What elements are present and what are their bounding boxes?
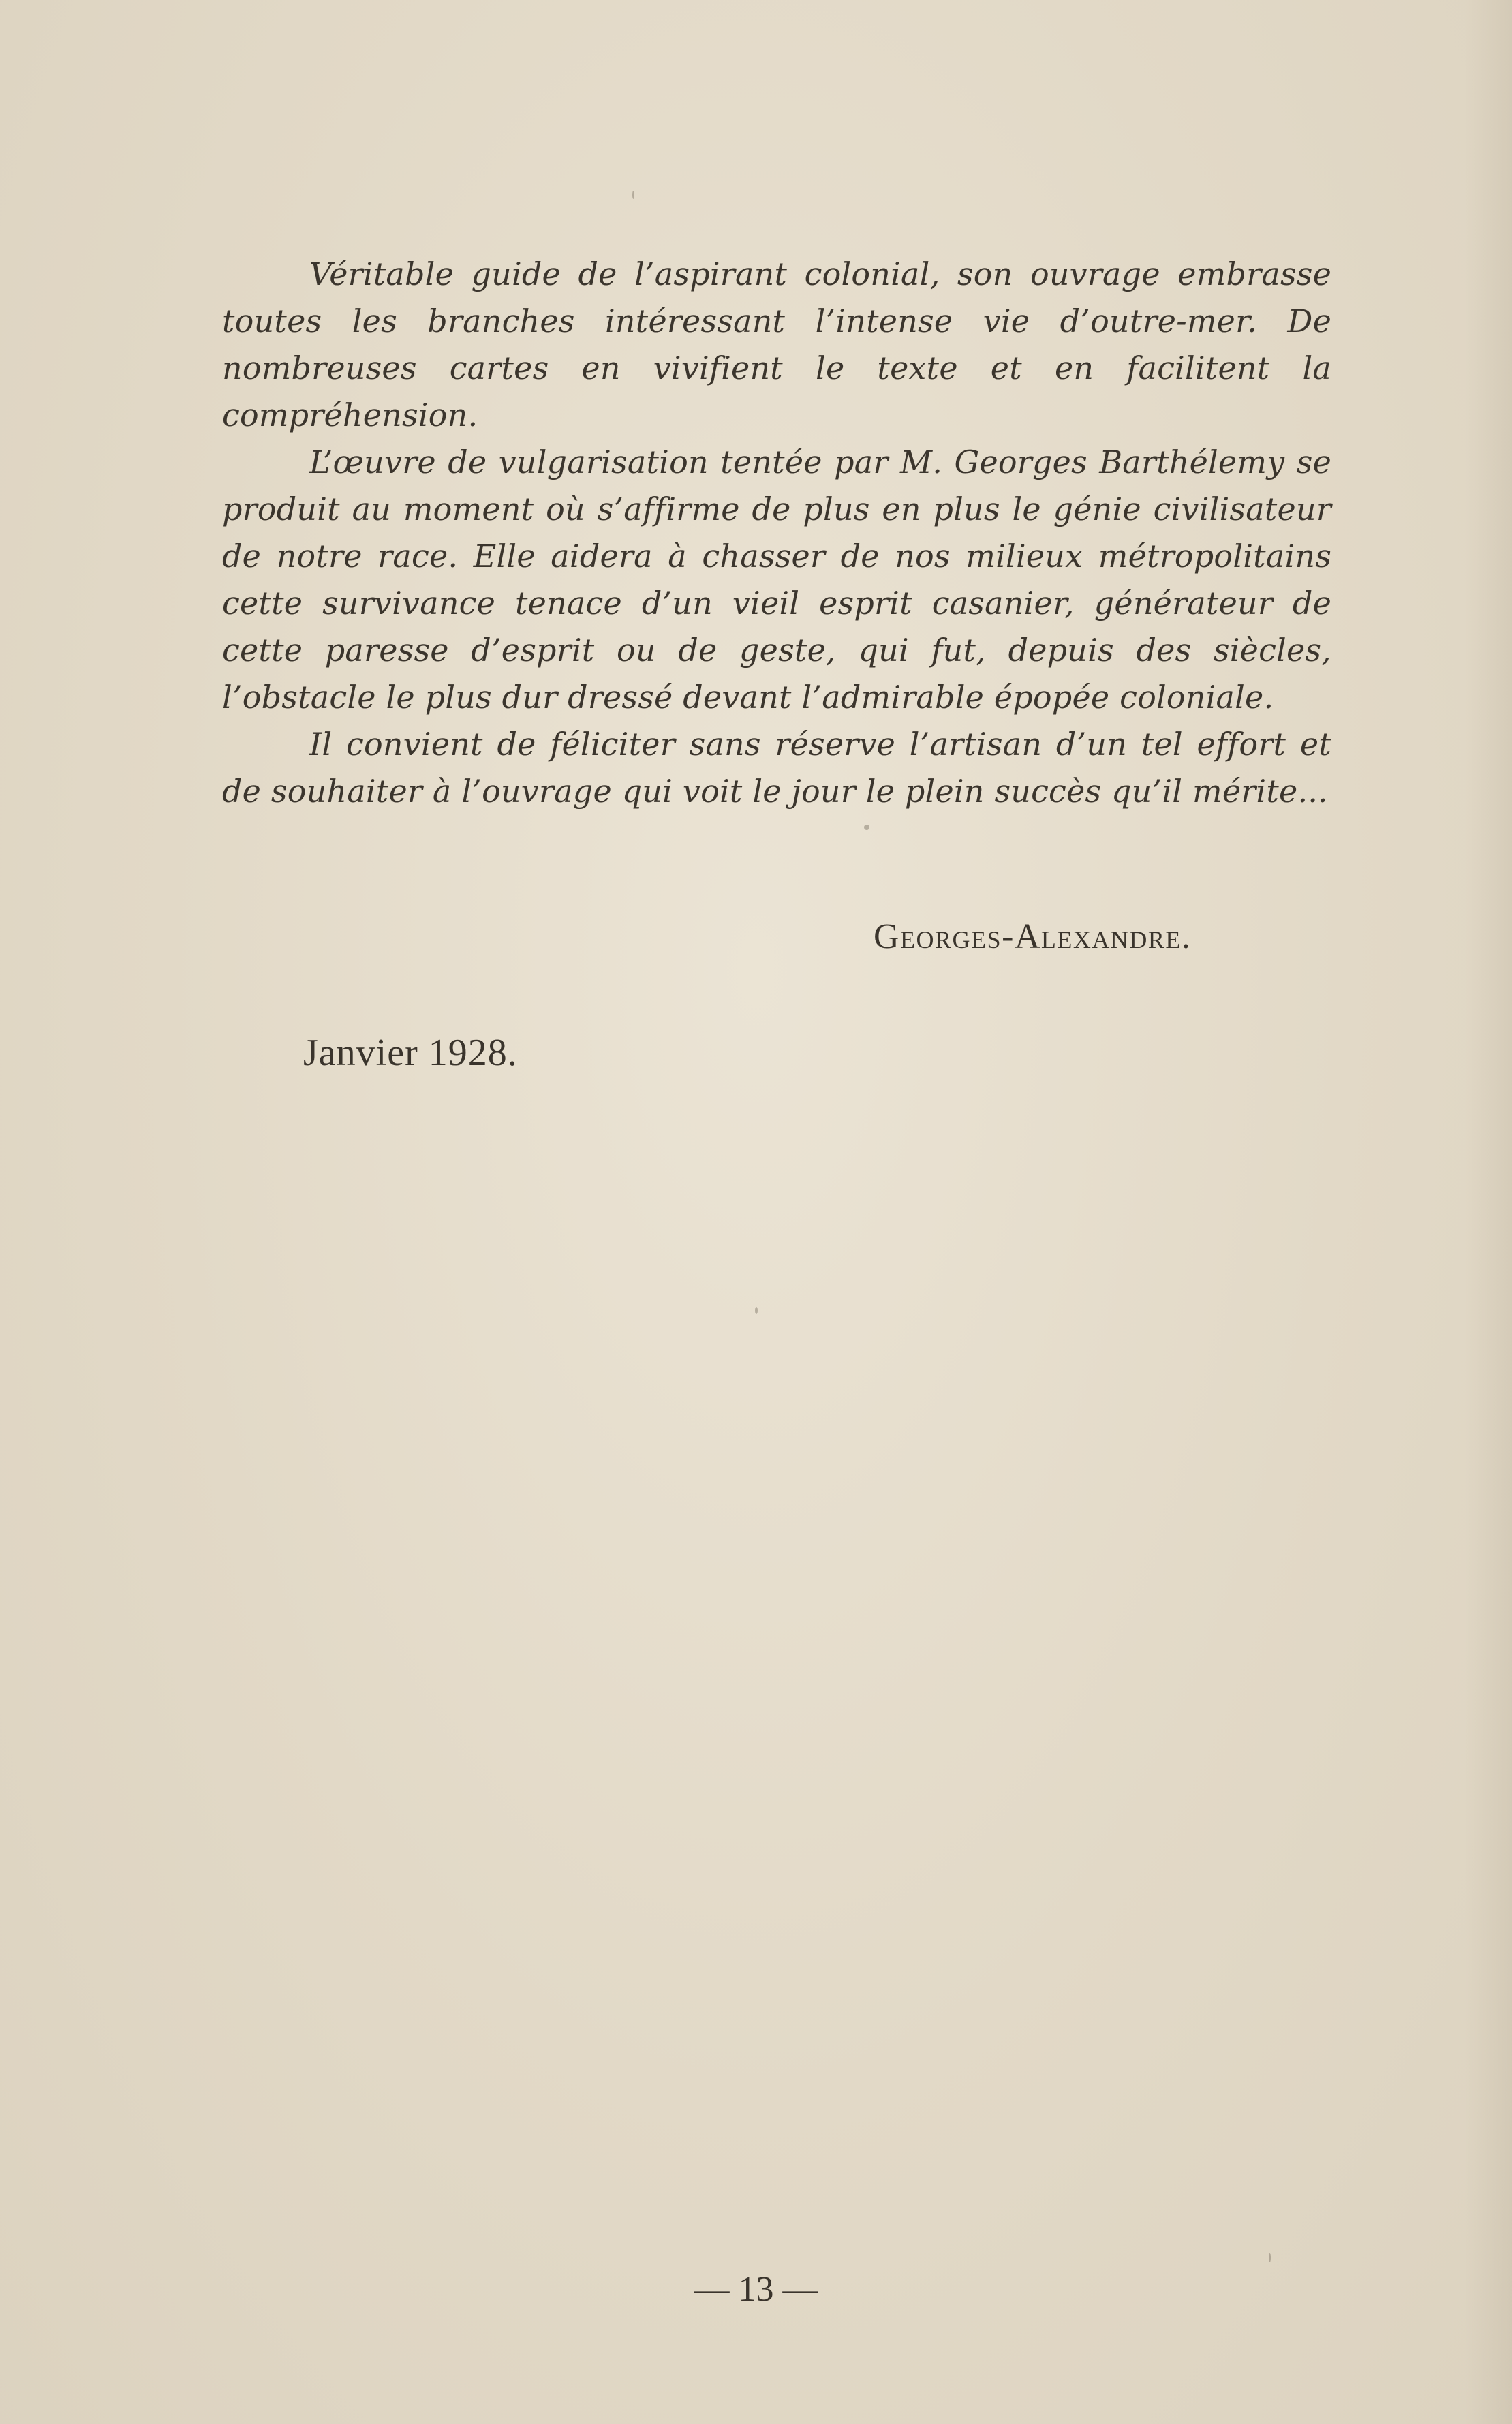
page-number: — 13 — [694, 2270, 818, 2309]
body-text [222, 251, 1331, 815]
paper-speck [632, 191, 634, 199]
paper-speck [1269, 2253, 1271, 2262]
author-signature: Georges-Alexandre. [874, 917, 1192, 956]
page-edge-shadow [1464, 0, 1512, 2424]
paragraph-2: L’œuvre de vulgarisation tentée par M. Georges Barthélemy se produit au moment où s’affirme de plus en plus le génie civilisateur de notre race. Elle aidera à chasser de nos milieux métropolitains cette survivance tenace d’un vieil esprit casanier, générateur de cette paresse d’esprit ou de geste, qui fut, depuis des siècles, l’obstacle le plus dur dressé devant l’admirable épopée coloniale. [222, 444, 1331, 716]
paper-speck [755, 1307, 758, 1314]
date-line: Janvier 1928. [303, 1032, 518, 1074]
paper-speck [864, 825, 869, 830]
paragraph-3: Il convient de féliciter sans réserve l’artisan d’un tel effort et de souhaiter à l’ouvrage qui voit le jour le plein succès qu’il mérite... [222, 726, 1331, 810]
paragraph-1: Véritable guide de l’aspirant colonial, son ouvrage embrasse toutes les branches intéressant l’intense vie d’outre-mer. De nombreuses cartes en vivifient le texte et en facilitent la compréhension. [222, 256, 1331, 433]
